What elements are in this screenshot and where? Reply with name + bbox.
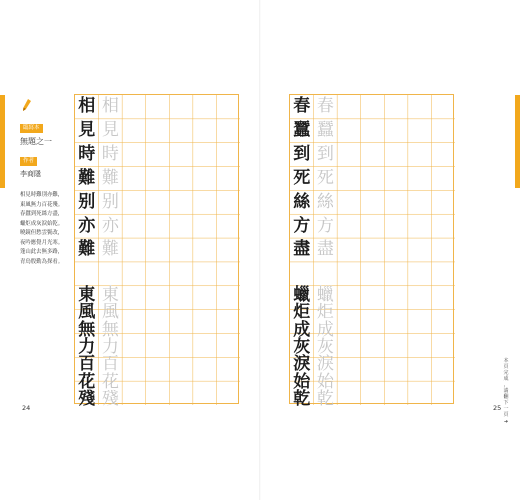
poem-line: 東風無力百花殘。 [20, 201, 64, 208]
note-glyph: 頁 [503, 364, 509, 370]
poem-line: 青鳥殷勤為探看。 [20, 258, 64, 265]
left-edge-bar [0, 95, 5, 188]
character-cells [75, 95, 240, 410]
note-glyph: 一 [503, 406, 509, 412]
trace-character: 成 [316, 319, 334, 340]
character-cells [290, 95, 455, 410]
poem-line: 蓬山此去無多路， [20, 249, 64, 255]
model-character: 方 [293, 215, 311, 236]
note-glyph: ， [503, 382, 509, 388]
poem-line: 春蠶到死絲方盡， [20, 211, 64, 217]
trace-character: 淚 [316, 354, 334, 375]
model-character: 乾 [293, 389, 311, 410]
author-tag: 作者 [20, 157, 37, 166]
trace-character: 時 [101, 144, 119, 165]
trace-character: 方 [316, 215, 334, 236]
model-character: 灰 [293, 336, 311, 357]
model-character: 成 [293, 319, 311, 340]
trace-character: 無 [101, 319, 119, 340]
poem-line: 夜吟應覺月光寒。 [20, 239, 64, 246]
poem-line: 蠟炬成灰淚始乾。 [20, 220, 64, 227]
model-character: 時 [78, 144, 96, 165]
poem-author: 李商隱 [20, 170, 41, 178]
next-page-note-text [500, 358, 512, 418]
note-glyph: 頁 [503, 412, 509, 418]
model-character: 蠟 [293, 284, 311, 305]
practice-grid-right [289, 94, 454, 410]
trace-character: 風 [101, 302, 119, 323]
model-character: 亦 [78, 215, 96, 236]
note-glyph: 下 [503, 400, 509, 406]
page-number-left: 24 [22, 404, 31, 412]
copy-tag: 臨寫本 [20, 124, 43, 133]
note-glyph: 成 [503, 376, 509, 382]
model-character: 蠶 [293, 120, 311, 141]
right-edge-bar [515, 95, 520, 188]
trace-character: 灰 [316, 336, 334, 357]
trace-character: 乾 [316, 389, 334, 410]
trace-character: 蠟 [316, 284, 334, 305]
model-character: 東 [78, 284, 96, 305]
poem-line: 曉鏡但愁雲鬢改， [20, 230, 64, 236]
trace-character: 到 [316, 144, 334, 165]
next-page-note [500, 358, 512, 425]
practice-grid-left [74, 94, 239, 410]
note-glyph: 翻 [503, 394, 509, 400]
model-character: 殘 [78, 389, 96, 410]
trace-character: 亦 [101, 215, 119, 236]
poem-title: 無題之一 [20, 137, 52, 146]
trace-character: 難 [101, 239, 119, 260]
model-character: 炬 [293, 302, 311, 323]
model-character: 力 [78, 336, 96, 357]
model-character: 盡 [293, 239, 311, 260]
trace-character: 春 [316, 96, 334, 117]
model-character: 始 [293, 371, 311, 392]
model-character: 死 [293, 167, 311, 188]
trace-character: 東 [101, 284, 119, 305]
poem-text [20, 191, 72, 267]
trace-character: 百 [101, 354, 119, 375]
trace-character: 花 [101, 371, 119, 392]
pencil-icon [22, 98, 32, 112]
trace-character: 難 [101, 167, 119, 188]
model-character: 别 [78, 191, 96, 212]
note-glyph: 請 [503, 388, 509, 394]
poem-sidebar [20, 98, 72, 267]
model-character: 花 [78, 371, 96, 392]
arrow-right-icon: ➜ [503, 419, 509, 425]
trace-character: 殘 [101, 389, 119, 410]
model-character: 到 [293, 144, 311, 165]
model-character: 風 [78, 302, 96, 323]
trace-character: 死 [316, 167, 334, 188]
trace-character: 盡 [316, 239, 334, 260]
trace-character: 相 [101, 96, 119, 117]
poem-line: 相見時難別亦難， [20, 192, 64, 198]
trace-character: 别 [101, 191, 119, 212]
note-glyph: 完 [503, 370, 509, 376]
trace-character: 蠶 [316, 120, 334, 141]
trace-character: 見 [101, 120, 119, 141]
model-character: 春 [293, 96, 311, 117]
page-number-right: 25 [493, 404, 502, 412]
model-character: 難 [78, 167, 96, 188]
model-character: 相 [78, 96, 96, 117]
model-character: 無 [78, 319, 96, 340]
model-character: 淚 [293, 354, 311, 375]
model-character: 絲 [293, 191, 311, 212]
model-character: 難 [78, 239, 96, 260]
trace-character: 始 [316, 371, 334, 392]
trace-character: 炬 [316, 302, 334, 323]
trace-character: 絲 [316, 191, 334, 212]
trace-character: 力 [101, 336, 119, 357]
model-character: 百 [78, 354, 96, 375]
note-glyph: 本 [503, 358, 509, 364]
model-character: 見 [78, 120, 96, 141]
